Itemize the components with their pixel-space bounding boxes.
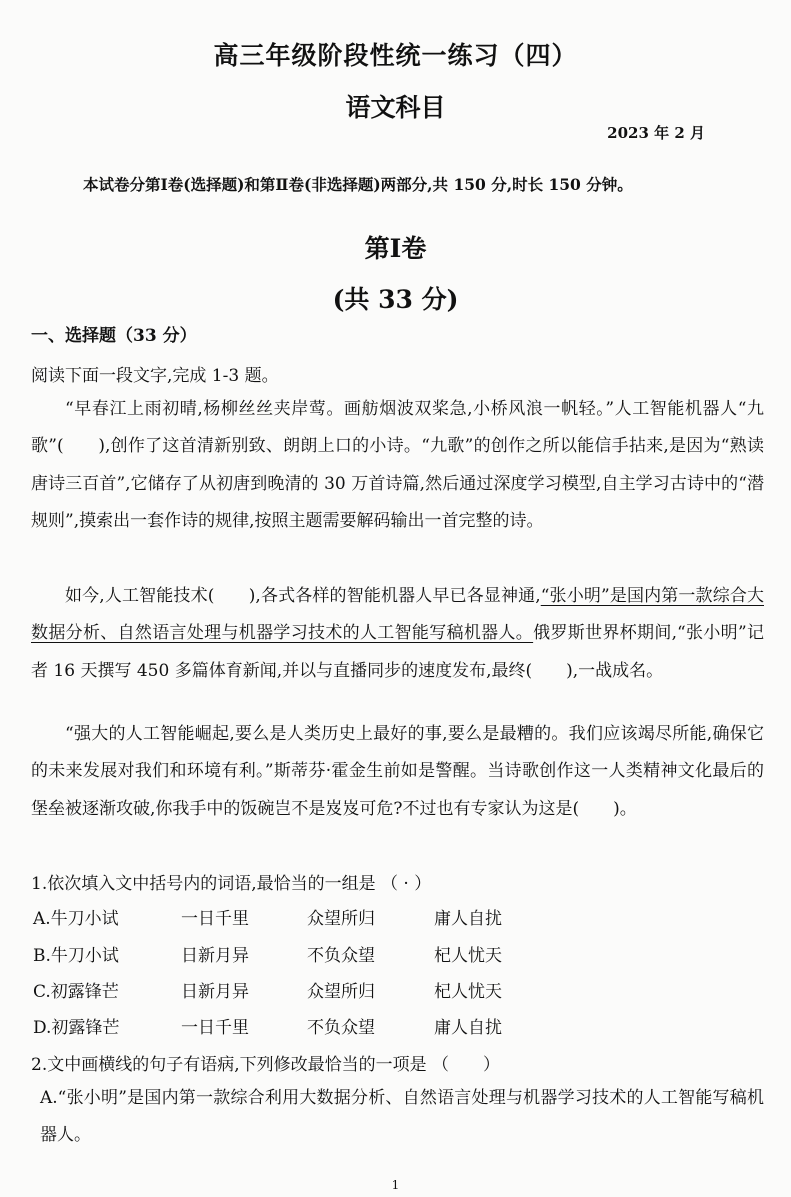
underlined-sentence: “张小明”是国内第一款综合大数据分析、自然语言处理与机器学习技术的人工智能写稿机器人。 [31,586,764,644]
option-a-word-4: 庸人自扰 [434,909,502,929]
section-instruction: 阅读下面一段文字,完成 1-3 题。 [31,366,279,386]
option-b-word-4: 杞人忧天 [434,946,502,966]
option-a-word-1: A.牛刀小试 [33,909,119,929]
question-1-option-d [33,1013,502,1038]
subject-title: 语文科目 [345,93,446,122]
exam-date: 2023 年 2 月 [607,124,705,142]
paragraph-2-text-a: 如今,人工智能技术( ),各式各样的智能机器人早已各显神通, [65,586,541,606]
option-c-word-2: 日新月异 [181,982,249,1002]
option-d-word-3: 不负众望 [307,1018,375,1038]
section-title: 一、选择题（33 分） [31,326,197,346]
option-b-word-2: 日新月异 [181,946,249,966]
paragraph-2-text-b: 俄罗斯世界杯期间,“张小明”记者 16 天撰写 450 多篇体育新闻,并以与直播同步的速度发布,最终( ),一战成名。 [31,623,764,681]
question-1-option-a [33,904,502,929]
option-b-word-3: 不负众望 [307,946,375,966]
question-1-option-c [33,977,502,1002]
question-1-option-b [33,941,502,966]
option-a-word-3: 众望所归 [307,909,375,929]
question-2-option-a: A.“张小明”是国内第一款综合利用大数据分析、自然语言处理与机器学习技术的人工智能写稿机器人。 [40,1088,764,1146]
exam-title: 高三年级阶段性统一练习（四） [213,41,578,70]
volume-score: (共 33 分) [332,285,459,314]
passage-paragraph-2 [31,578,764,690]
option-c-word-3: 众望所归 [307,982,375,1002]
question-1-stem: 1.依次填入文中括号内的词语,最恰当的一组是 （ · ） [31,874,432,894]
question-2-stem: 2.文中画横线的句子有语病,下列修改最恰当的一项是 （ ） [31,1055,501,1075]
option-a-word-2: 一日千里 [181,909,249,929]
option-d-word-1: D.初露锋芒 [33,1018,120,1038]
passage-paragraph-3: “强大的人工智能崛起,要么是人类历史上最好的事,要么是最糟的。我们应该竭尽所能,确保它的未来发展对我们和环境有利。”斯蒂芬·霍金生前如是警醒。当诗歌创作这一人类精神文化最后的堡垒被逐渐攻破,你我手中的饭碗岂不是岌岌可危?不过也有专家认为这是( )。 [31,724,764,819]
option-d-word-4: 庸人自扰 [434,1018,502,1038]
option-d-word-2: 一日千里 [181,1018,249,1038]
option-b-word-1: B.牛刀小试 [33,946,119,966]
passage-paragraph-1: “早春江上雨初晴,杨柳丝丝夹岸莺。画舫烟波双桨急,小桥风浪一帆轻。”人工智能机器人“九歌”( ),创作了这首清新别致、朗朗上口的小诗。“九歌”的创作之所以能信手拈来,是因为“熟读唐诗三百首”,它储存了从初唐到晚清的 30 万首诗篇,然后通过深度学习模型,自主学习古诗中的“潜规则”,摸索出一套作诗的规律,按照主题需要解码输出一首完整的诗。 [31,399,764,532]
option-c-word-4: 杞人忧天 [434,982,502,1002]
exam-intro: 本试卷分第Ⅰ卷(选择题)和第Ⅱ卷(非选择题)两部分,共 150 分,时长 150 分钟。 [83,175,633,194]
option-c-word-1: C.初露锋芒 [33,982,119,1002]
page-number: 1 [391,1178,400,1192]
volume-title: 第Ⅰ卷 [364,234,427,263]
